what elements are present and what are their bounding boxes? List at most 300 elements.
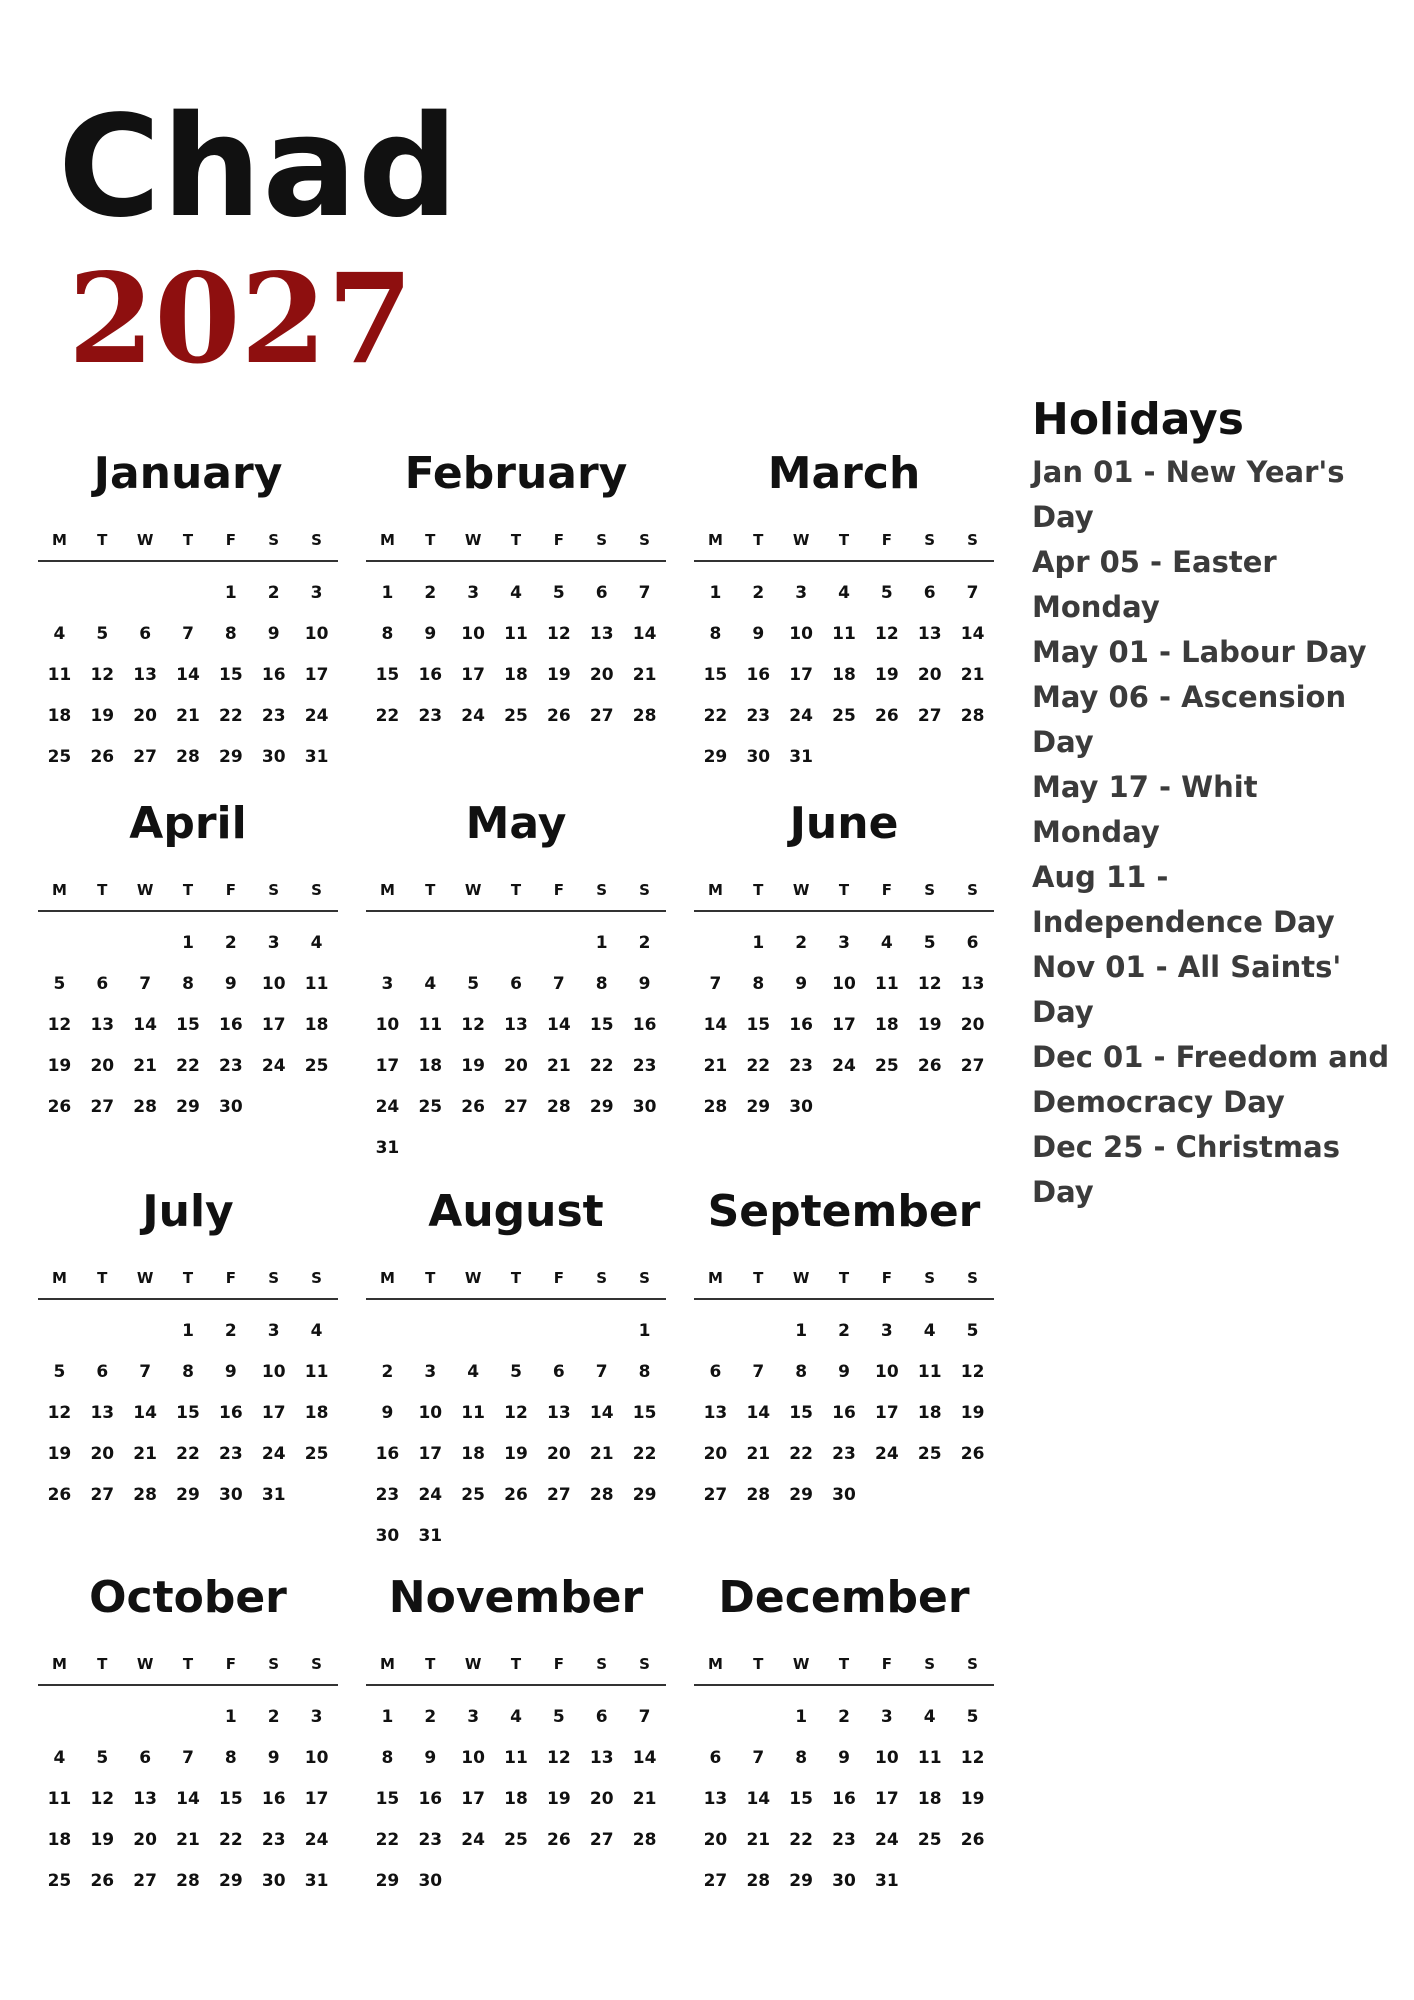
weekday-label: S (596, 1269, 608, 1287)
weekday-label: S (639, 531, 650, 549)
day-cell: 17 (875, 1789, 899, 1809)
month-february (366, 442, 666, 737)
day-cell: 3 (880, 1707, 893, 1727)
day-cell: 8 (638, 1362, 651, 1382)
month-name: January (93, 448, 283, 499)
day-cell: 12 (47, 1403, 72, 1423)
weekday-label: M (379, 1269, 395, 1287)
weekday-label: S (967, 881, 978, 899)
day-cell: 6 (709, 1748, 722, 1768)
weekday-label: W (136, 531, 154, 549)
day-cell: 8 (381, 1748, 394, 1768)
weekday-label: T (97, 1269, 108, 1287)
month-november (366, 1566, 666, 1902)
day-cell: 9 (224, 1362, 237, 1382)
weekday-label: S (311, 531, 322, 549)
day-cell: 15 (789, 1403, 813, 1423)
day-cell: 16 (375, 1444, 400, 1464)
day-cell: 23 (261, 706, 286, 726)
weekday-header (366, 520, 666, 562)
day-cell: 26 (47, 1485, 72, 1505)
day-cell: 8 (182, 1362, 194, 1382)
day-grid (38, 1697, 338, 1902)
weekday-label: T (838, 1655, 850, 1673)
day-cell: 17 (832, 1015, 856, 1035)
weekday-label: T (510, 531, 522, 549)
day-cell: 3 (838, 933, 850, 953)
day-cell: 25 (47, 1871, 72, 1891)
day-cell: 25 (461, 1485, 485, 1505)
day-cell: 5 (966, 1707, 979, 1727)
day-cell: 16 (418, 1789, 443, 1809)
empty-cell (81, 1697, 124, 1738)
day-cell: 4 (880, 933, 893, 953)
weekday-label: S (268, 881, 280, 899)
day-cell: 18 (47, 706, 72, 726)
day-cell: 28 (960, 706, 985, 726)
month-december (694, 1566, 994, 1902)
weekday-label: W (136, 881, 154, 899)
day-cell: 15 (375, 665, 400, 685)
day-cell: 19 (960, 1789, 985, 1809)
day-cell: 11 (504, 624, 528, 644)
day-cell: 31 (261, 1485, 286, 1505)
day-cell: 18 (304, 1015, 329, 1035)
holiday-item: May 06 - Ascension Day (1032, 680, 1347, 759)
day-cell: 20 (589, 1789, 614, 1809)
day-cell: 1 (224, 1707, 237, 1727)
day-cell: 3 (310, 583, 323, 603)
holiday-item: Nov 01 - All Saints' Day (1032, 950, 1342, 1029)
day-cell: 8 (595, 974, 608, 994)
day-cell: 19 (547, 665, 571, 685)
day-cell: 5 (552, 583, 565, 603)
day-cell: 2 (267, 583, 280, 603)
day-cell: 11 (504, 1748, 528, 1768)
day-cell: 13 (589, 624, 614, 644)
day-cell: 14 (960, 624, 985, 644)
weekday-label: T (182, 531, 194, 549)
day-cell: 21 (176, 1830, 200, 1850)
day-cell: 22 (176, 1444, 200, 1464)
day-cell: 4 (838, 583, 850, 603)
day-cell: 3 (467, 1707, 480, 1727)
day-cell: 5 (53, 1362, 66, 1382)
day-cell: 31 (789, 747, 813, 767)
day-cell: 27 (589, 706, 614, 726)
month-june (694, 792, 994, 1128)
day-cell: 27 (703, 1871, 728, 1891)
weekday-label: M (707, 531, 723, 549)
empty-cell (38, 573, 81, 614)
day-cell: 6 (510, 974, 522, 994)
day-cell: 7 (966, 583, 979, 603)
day-cell: 20 (90, 1444, 115, 1464)
day-cell: 25 (504, 706, 528, 726)
day-cell: 16 (632, 1015, 657, 1035)
weekday-label: M (379, 531, 395, 549)
day-cell: 18 (504, 1789, 528, 1809)
day-cell: 8 (709, 624, 722, 644)
day-cell: 29 (789, 1871, 813, 1891)
empty-cell (694, 1697, 737, 1738)
month-january (38, 442, 338, 778)
day-cell: 8 (795, 1748, 808, 1768)
day-cell: 25 (47, 747, 72, 767)
day-cell: 14 (133, 1403, 157, 1423)
day-cell: 19 (47, 1444, 72, 1464)
day-cell: 24 (418, 1485, 443, 1505)
day-cell: 19 (47, 1056, 72, 1076)
day-cell: 20 (589, 665, 614, 685)
day-cell: 2 (224, 933, 237, 953)
day-cell: 15 (176, 1015, 200, 1035)
weekday-label: T (838, 1269, 850, 1287)
day-cell: 27 (703, 1485, 728, 1505)
day-cell: 28 (703, 1097, 728, 1117)
day-cell: 27 (133, 747, 157, 767)
day-cell: 14 (746, 1789, 771, 1809)
day-cell: 26 (547, 1830, 571, 1850)
day-cell: 27 (504, 1097, 528, 1117)
day-cell: 3 (880, 1321, 893, 1341)
day-cell: 16 (219, 1015, 243, 1035)
month-name: July (142, 1186, 234, 1237)
day-cell: 23 (632, 1056, 657, 1076)
day-cell: 2 (267, 1707, 280, 1727)
day-cell: 11 (304, 974, 329, 994)
day-cell: 14 (133, 1015, 157, 1035)
day-cell: 15 (375, 1789, 400, 1809)
day-cell: 23 (418, 706, 443, 726)
day-cell: 11 (304, 1362, 329, 1382)
day-cell: 26 (47, 1097, 72, 1117)
day-grid (366, 923, 666, 1169)
weekday-label: T (182, 1269, 194, 1287)
day-cell: 19 (504, 1444, 528, 1464)
weekday-label: W (792, 881, 810, 899)
day-cell: 8 (752, 974, 765, 994)
day-cell: 20 (133, 706, 157, 726)
day-cell: 4 (923, 1321, 936, 1341)
weekday-label: F (553, 1269, 564, 1287)
day-cell: 22 (219, 706, 243, 726)
empty-cell (537, 1311, 580, 1352)
day-cell: 7 (552, 974, 565, 994)
day-cell: 14 (746, 1403, 771, 1423)
day-cell: 29 (176, 1485, 200, 1505)
day-cell: 14 (589, 1403, 614, 1423)
day-cell: 13 (90, 1403, 115, 1423)
day-cell: 17 (789, 665, 813, 685)
weekday-label: S (639, 881, 650, 899)
day-cell: 30 (832, 1485, 856, 1505)
day-cell: 3 (467, 583, 480, 603)
weekday-header (366, 1258, 666, 1300)
day-cell: 27 (133, 1871, 157, 1891)
day-cell: 15 (219, 665, 243, 685)
holiday-item: Dec 01 - Freedom and Democracy Day (1032, 1040, 1390, 1119)
day-cell: 22 (176, 1056, 200, 1076)
empty-cell (81, 573, 124, 614)
day-cell: 24 (875, 1444, 899, 1464)
day-cell: 6 (709, 1362, 722, 1382)
day-cell: 27 (589, 1830, 614, 1850)
month-name: April (129, 798, 247, 849)
day-cell: 10 (375, 1015, 400, 1035)
day-cell: 12 (461, 1015, 485, 1035)
day-cell: 4 (510, 1707, 522, 1727)
day-cell: 1 (381, 1707, 394, 1727)
day-cell: 17 (375, 1056, 400, 1076)
day-cell: 12 (547, 1748, 571, 1768)
empty-cell (38, 923, 81, 964)
weekday-label: F (881, 1655, 892, 1673)
day-cell: 9 (424, 1748, 437, 1768)
day-cell: 2 (638, 933, 651, 953)
day-cell: 23 (261, 1830, 286, 1850)
weekday-label: T (753, 1269, 764, 1287)
day-cell: 9 (752, 624, 765, 644)
weekday-header (38, 1644, 338, 1686)
day-cell: 22 (219, 1830, 243, 1850)
day-cell: 23 (219, 1444, 243, 1464)
day-grid (694, 1311, 994, 1516)
day-cell: 1 (795, 1707, 808, 1727)
weekday-label: S (268, 531, 280, 549)
weekday-label: S (924, 1655, 936, 1673)
day-cell: 26 (875, 706, 899, 726)
weekday-label: W (464, 1269, 482, 1287)
day-cell: 14 (176, 1789, 200, 1809)
day-cell: 10 (875, 1362, 899, 1382)
empty-cell (167, 573, 210, 614)
day-cell: 2 (752, 583, 765, 603)
weekday-label: T (425, 1269, 436, 1287)
day-cell: 19 (547, 1789, 571, 1809)
day-cell: 21 (632, 665, 657, 685)
day-cell: 17 (304, 665, 329, 685)
day-cell: 25 (304, 1056, 329, 1076)
month-july (38, 1180, 338, 1516)
day-cell: 19 (917, 1015, 942, 1035)
day-cell: 16 (261, 665, 286, 685)
day-cell: 30 (261, 747, 286, 767)
day-cell: 24 (375, 1097, 400, 1117)
day-cell: 28 (133, 1097, 157, 1117)
weekday-label: S (639, 1655, 650, 1673)
weekday-header (38, 870, 338, 912)
holiday-item: Aug 11 - Independence Day (1032, 860, 1335, 939)
day-cell: 12 (875, 624, 899, 644)
day-cell: 5 (552, 1707, 565, 1727)
day-cell: 24 (304, 706, 329, 726)
weekday-label: W (464, 1655, 482, 1673)
day-cell: 23 (789, 1056, 813, 1076)
day-cell: 29 (746, 1097, 771, 1117)
weekday-label: S (924, 531, 936, 549)
day-cell: 28 (176, 747, 200, 767)
weekday-label: M (707, 881, 723, 899)
day-cell: 9 (224, 974, 237, 994)
day-cell: 20 (547, 1444, 571, 1464)
day-cell: 22 (789, 1830, 813, 1850)
empty-cell (38, 1697, 81, 1738)
day-cell: 24 (304, 1830, 329, 1850)
day-cell: 12 (547, 624, 571, 644)
day-cell: 7 (709, 974, 722, 994)
day-grid (366, 1697, 666, 1902)
day-cell: 10 (875, 1748, 899, 1768)
day-cell: 10 (304, 1748, 329, 1768)
weekday-label: M (51, 881, 67, 899)
empty-cell (38, 1311, 81, 1352)
day-cell: 6 (552, 1362, 565, 1382)
calendar-title: Chad (58, 86, 460, 249)
day-cell: 10 (832, 974, 856, 994)
day-cell: 22 (746, 1056, 771, 1076)
day-cell: 29 (176, 1097, 200, 1117)
day-cell: 6 (923, 583, 936, 603)
day-cell: 7 (595, 1362, 608, 1382)
day-grid (38, 923, 338, 1128)
day-cell: 27 (917, 706, 942, 726)
weekday-label: M (51, 531, 67, 549)
day-cell: 14 (632, 1748, 657, 1768)
day-cell: 15 (176, 1403, 200, 1423)
day-cell: 13 (589, 1748, 614, 1768)
day-grid (38, 1311, 338, 1516)
empty-cell (366, 1311, 409, 1352)
day-cell: 15 (632, 1403, 657, 1423)
day-cell: 24 (461, 706, 485, 726)
weekday-label: S (311, 1655, 322, 1673)
day-cell: 28 (589, 1485, 614, 1505)
day-cell: 4 (923, 1707, 936, 1727)
day-cell: 11 (418, 1015, 443, 1035)
day-cell: 29 (703, 747, 728, 767)
weekday-label: M (707, 1269, 723, 1287)
weekday-label: T (182, 1655, 194, 1673)
weekday-label: S (268, 1655, 280, 1673)
day-cell: 25 (917, 1830, 942, 1850)
day-cell: 15 (589, 1015, 614, 1035)
day-cell: 1 (381, 583, 394, 603)
day-cell: 21 (960, 665, 985, 685)
weekday-label: T (425, 881, 436, 899)
day-cell: 3 (795, 583, 808, 603)
day-cell: 9 (838, 1362, 850, 1382)
empty-cell (167, 1697, 210, 1738)
weekday-label: T (753, 1655, 764, 1673)
weekday-label: W (792, 1269, 810, 1287)
day-cell: 7 (638, 1707, 651, 1727)
day-grid (694, 573, 994, 778)
day-cell: 28 (746, 1485, 771, 1505)
day-cell: 16 (789, 1015, 813, 1035)
day-cell: 12 (960, 1362, 985, 1382)
weekday-label: T (838, 531, 850, 549)
day-cell: 20 (703, 1444, 728, 1464)
day-cell: 26 (90, 1871, 115, 1891)
day-cell: 6 (139, 624, 152, 644)
day-cell: 18 (304, 1403, 329, 1423)
day-cell: 7 (182, 1748, 194, 1768)
day-grid (694, 1697, 994, 1902)
day-cell: 16 (261, 1789, 286, 1809)
day-cell: 21 (133, 1056, 157, 1076)
day-cell: 15 (703, 665, 728, 685)
day-cell: 1 (182, 1321, 194, 1341)
day-cell: 21 (589, 1444, 614, 1464)
weekday-label: F (553, 1655, 564, 1673)
day-cell: 13 (504, 1015, 528, 1035)
weekday-label: S (967, 1655, 978, 1673)
weekday-label: W (464, 531, 482, 549)
day-cell: 13 (703, 1403, 728, 1423)
weekday-label: M (379, 1655, 395, 1673)
day-cell: 21 (176, 706, 200, 726)
day-cell: 16 (418, 665, 443, 685)
day-cell: 1 (638, 1321, 651, 1341)
day-cell: 15 (219, 1789, 243, 1809)
month-may (366, 792, 666, 1169)
day-grid (38, 573, 338, 778)
day-cell: 19 (875, 665, 899, 685)
weekday-label: S (967, 1269, 978, 1287)
day-cell: 8 (224, 624, 237, 644)
day-cell: 26 (461, 1097, 485, 1117)
day-cell: 28 (632, 1830, 657, 1850)
day-cell: 23 (418, 1830, 443, 1850)
weekday-label: W (792, 531, 810, 549)
day-cell: 31 (304, 1871, 329, 1891)
day-cell: 12 (90, 1789, 115, 1809)
weekday-header (694, 520, 994, 562)
day-cell: 4 (424, 974, 437, 994)
day-cell: 4 (467, 1362, 480, 1382)
weekday-label: T (510, 1655, 522, 1673)
day-cell: 28 (176, 1871, 200, 1891)
day-cell: 29 (375, 1871, 400, 1891)
day-cell: 28 (632, 706, 657, 726)
day-cell: 6 (96, 974, 109, 994)
day-cell: 5 (53, 974, 66, 994)
day-cell: 7 (139, 974, 152, 994)
weekday-label: T (510, 1269, 522, 1287)
weekday-header (694, 1644, 994, 1686)
day-cell: 21 (746, 1444, 771, 1464)
day-cell: 16 (219, 1403, 243, 1423)
day-cell: 7 (139, 1362, 152, 1382)
day-cell: 6 (139, 1748, 152, 1768)
day-cell: 17 (461, 665, 485, 685)
weekday-label: T (425, 1655, 436, 1673)
day-cell: 5 (923, 933, 936, 953)
weekday-header (366, 870, 666, 912)
day-cell: 31 (418, 1526, 443, 1546)
day-cell: 20 (703, 1830, 728, 1850)
day-cell: 1 (795, 1321, 808, 1341)
weekday-label: F (225, 1269, 236, 1287)
day-cell: 10 (304, 624, 329, 644)
day-cell: 1 (595, 933, 608, 953)
weekday-label: T (97, 531, 108, 549)
month-october (38, 1566, 338, 1902)
day-cell: 3 (310, 1707, 323, 1727)
weekday-label: T (753, 881, 764, 899)
day-cell: 14 (703, 1015, 728, 1035)
